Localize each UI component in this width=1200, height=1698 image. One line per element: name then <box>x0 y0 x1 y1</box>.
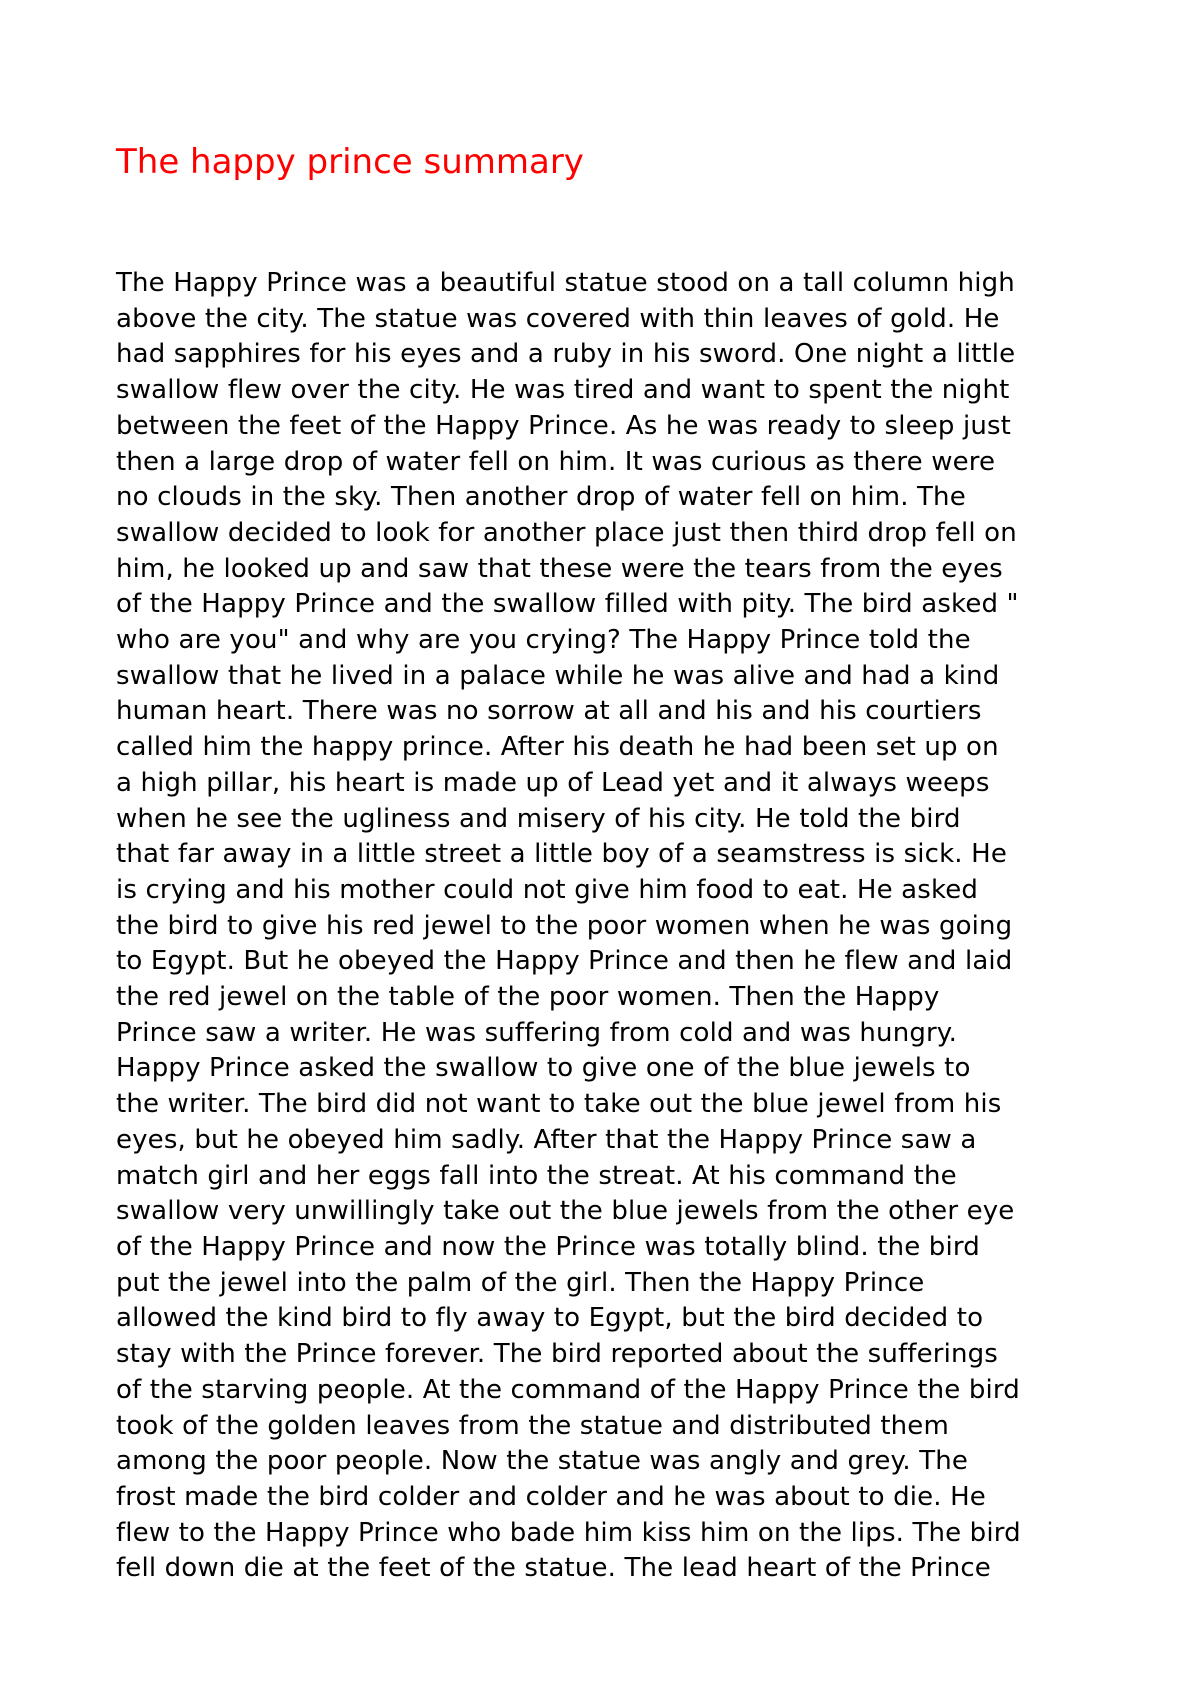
body-line: of the starving people. At the command of the Happy Prince the bird <box>116 1374 1020 1405</box>
body-line: above the city. The statue was covered with thin leaves of gold. He <box>116 303 1000 334</box>
body-line: him, he looked up and saw that these were the tears from the eyes <box>116 553 1003 584</box>
body-line: is crying and his mother could not give him food to eat. He asked <box>116 874 979 905</box>
body-line: a high pillar, his heart is made up of Lead yet and it always weeps <box>116 767 990 798</box>
body-line: to Egypt. But he obeyed the Happy Prince and then he flew and laid <box>116 946 1013 977</box>
body-line: swallow that he lived in a palace while he was alive and had a kind <box>116 660 1000 691</box>
body-line: between the feet of the Happy Prince. As he was ready to sleep just <box>116 410 1012 441</box>
body-line: the red jewel on the table of the poor women. Then the Happy <box>116 982 940 1013</box>
body-line: of the Happy Prince and the swallow filled with pity. The bird asked " <box>116 589 1019 620</box>
body-line: that far away in a little street a little boy of a seamstress is sick. He <box>116 839 1007 870</box>
body-line: allowed the kind bird to fly away to Egypt, but the bird decided to <box>116 1303 984 1334</box>
document-body <box>116 266 1116 1587</box>
body-line: fell down die at the feet of the statue. The lead heart of the Prince <box>116 1553 991 1584</box>
body-line: the writer. The bird did not want to take out the blue jewel from his <box>116 1089 1002 1120</box>
body-line: of the Happy Prince and now the Prince was totally blind. the bird <box>116 1231 980 1262</box>
body-line: eyes, but he obeyed him sadly. After that the Happy Prince saw a <box>116 1124 977 1155</box>
body-line: took of the golden leaves from the statue and distributed them <box>116 1410 949 1441</box>
body-line: flew to the Happy Prince who bade him kiss him on the lips. The bird <box>116 1517 1021 1548</box>
body-line: called him the happy prince. After his death he had been set up on <box>116 732 999 763</box>
body-line: among the poor people. Now the statue was angly and grey. The <box>116 1446 969 1477</box>
body-line: then a large drop of water fell on him. It was curious as there were <box>116 446 996 477</box>
body-line: Happy Prince asked the swallow to give one of the blue jewels to <box>116 1053 971 1084</box>
document-title: The happy prince summary <box>116 142 584 182</box>
body-line: had sapphires for his eyes and a ruby in his sword. One night a little <box>116 339 1016 370</box>
body-line: Prince saw a writer. He was suffering from cold and was hungry. <box>116 1017 958 1048</box>
body-line: who are you" and why are you crying? The Happy Prince told the <box>116 625 971 656</box>
body-line: no clouds in the sky. Then another drop of water fell on him. The <box>116 482 966 513</box>
body-line: swallow very unwillingly take out the blue jewels from the other eye <box>116 1196 1015 1227</box>
body-line: The Happy Prince was a beautiful statue stood on a tall column high <box>116 268 1015 298</box>
body-line: stay with the Prince forever. The bird reported about the sufferings <box>116 1339 998 1370</box>
body-line: put the jewel into the palm of the girl. Then the Happy Prince <box>116 1267 925 1298</box>
body-line: swallow flew over the city. He was tired and want to spent the night <box>116 375 1010 406</box>
body-line: when he see the ugliness and misery of his city. He told the bird <box>116 803 961 834</box>
body-line: match girl and her eggs fall into the streat. At his command the <box>116 1160 957 1191</box>
body-line: swallow decided to look for another place just then third drop fell on <box>116 517 1017 548</box>
body-line: human heart. There was no sorrow at all and his and his courtiers <box>116 696 982 727</box>
body-line: frost made the bird colder and colder and he was about to die. He <box>116 1481 986 1512</box>
body-line: the bird to give his red jewel to the poor women when he was going <box>116 910 1013 941</box>
